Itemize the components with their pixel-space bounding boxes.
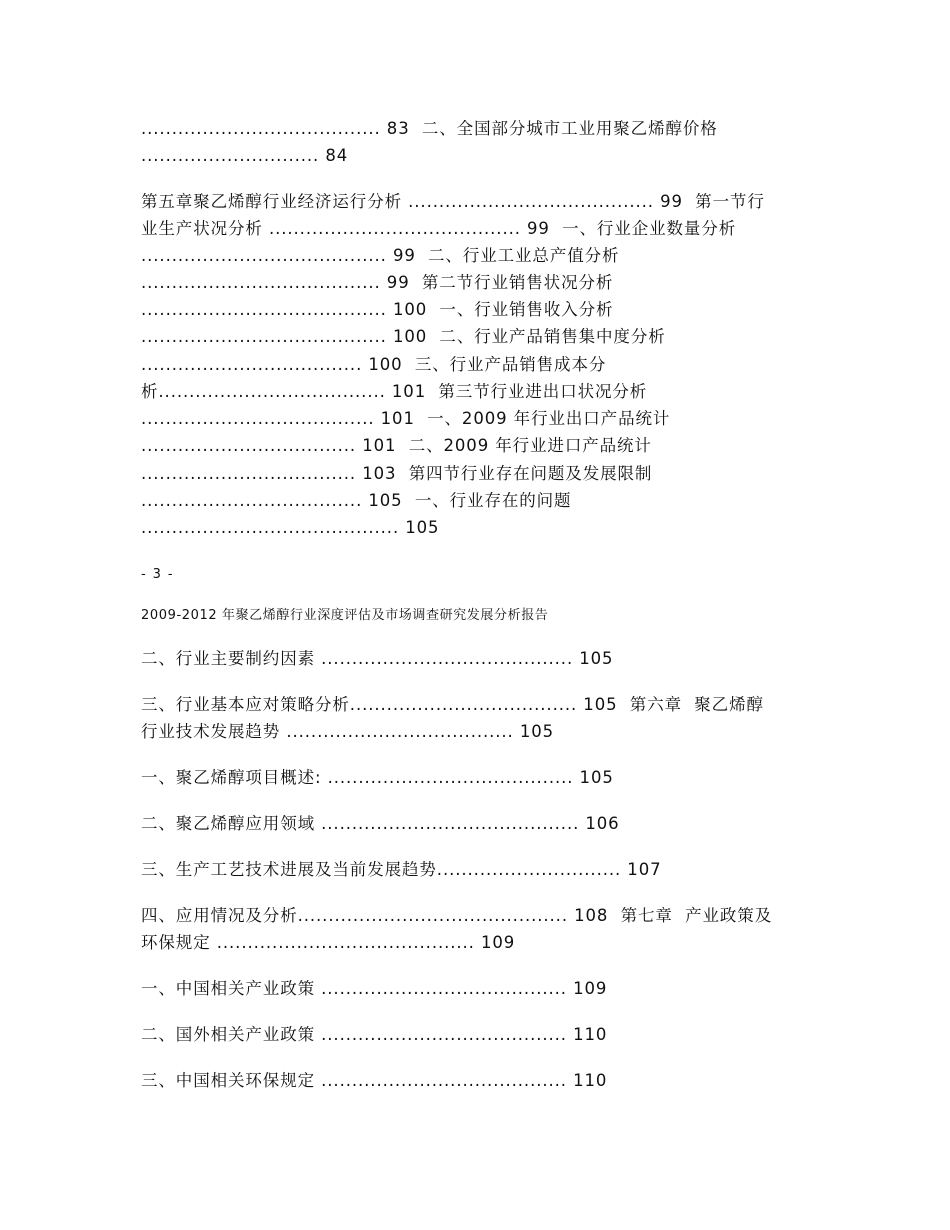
toc-line: 一、聚乙烯醇项目概述: ........................................ 105 [141,768,614,787]
toc-line: ................................... 101 二、2009 年行业进口产品统计 [141,436,652,455]
toc-line: .................................... 105 一、行业存在的问题 [141,491,572,510]
toc-line: ........................................ 99 二、行业工业总产值分析 [141,246,620,265]
toc-line: ....................................... 83 二、全国部分城市工业用聚乙烯醇价格 [141,119,718,138]
toc-line: 业生产状况分析 ......................................... 99 一、行业企业数量分析 [141,219,737,238]
toc-line: ....................................... 99 第二节行业销售状况分析 [141,273,614,292]
toc-line: 第五章聚乙烯醇行业经济运行分析 ........................................ 99 第一节行 [141,192,765,211]
toc-line: 二、聚乙烯醇应用领域 .......................................... 106 [141,814,620,833]
toc-line: .......................................... 105 [141,518,440,537]
toc-line: 三、行业基本应对策略分析..................................... 105 第六章 聚乙烯醇 [141,695,764,714]
toc-line: 析..................................... 101 第三节行业进出口状况分析 [141,382,648,401]
toc-line: 二、国外相关产业政策 ........................................ 110 [141,1025,608,1044]
toc-line: 环保规定 .......................................... 109 [141,933,516,952]
page-number: - 3 - [141,567,174,582]
toc-line: 三、中国相关环保规定 ........................................ 110 [141,1071,608,1090]
toc-line: 四、应用情况及分析............................................ 108 第七章 产业政策及 [141,906,773,925]
toc-line: ................................... 103 第四节行业存在问题及发展限制 [141,464,653,483]
report-header: 2009-2012 年聚乙烯醇行业深度评估及市场调查研究发展分析报告 [141,608,549,623]
toc-line: .................................... 100 三、行业产品销售成本分 [141,355,607,374]
toc-line: 一、中国相关产业政策 ........................................ 109 [141,979,608,998]
toc-line: 三、生产工艺技术进展及当前发展趋势.............................. 107 [141,860,662,879]
toc-line: 二、行业主要制约因素 ......................................... 105 [141,649,614,668]
toc-line: ............................. 84 [141,146,349,165]
toc-line: ........................................ 100 二、行业产品销售集中度分析 [141,327,666,346]
toc-line: ...................................... 101 一、2009 年行业出口产品统计 [141,409,671,428]
toc-line: 行业技术发展趋势 ..................................... 105 [141,722,555,741]
toc-line: ........................................ 100 一、行业销售收入分析 [141,300,614,319]
